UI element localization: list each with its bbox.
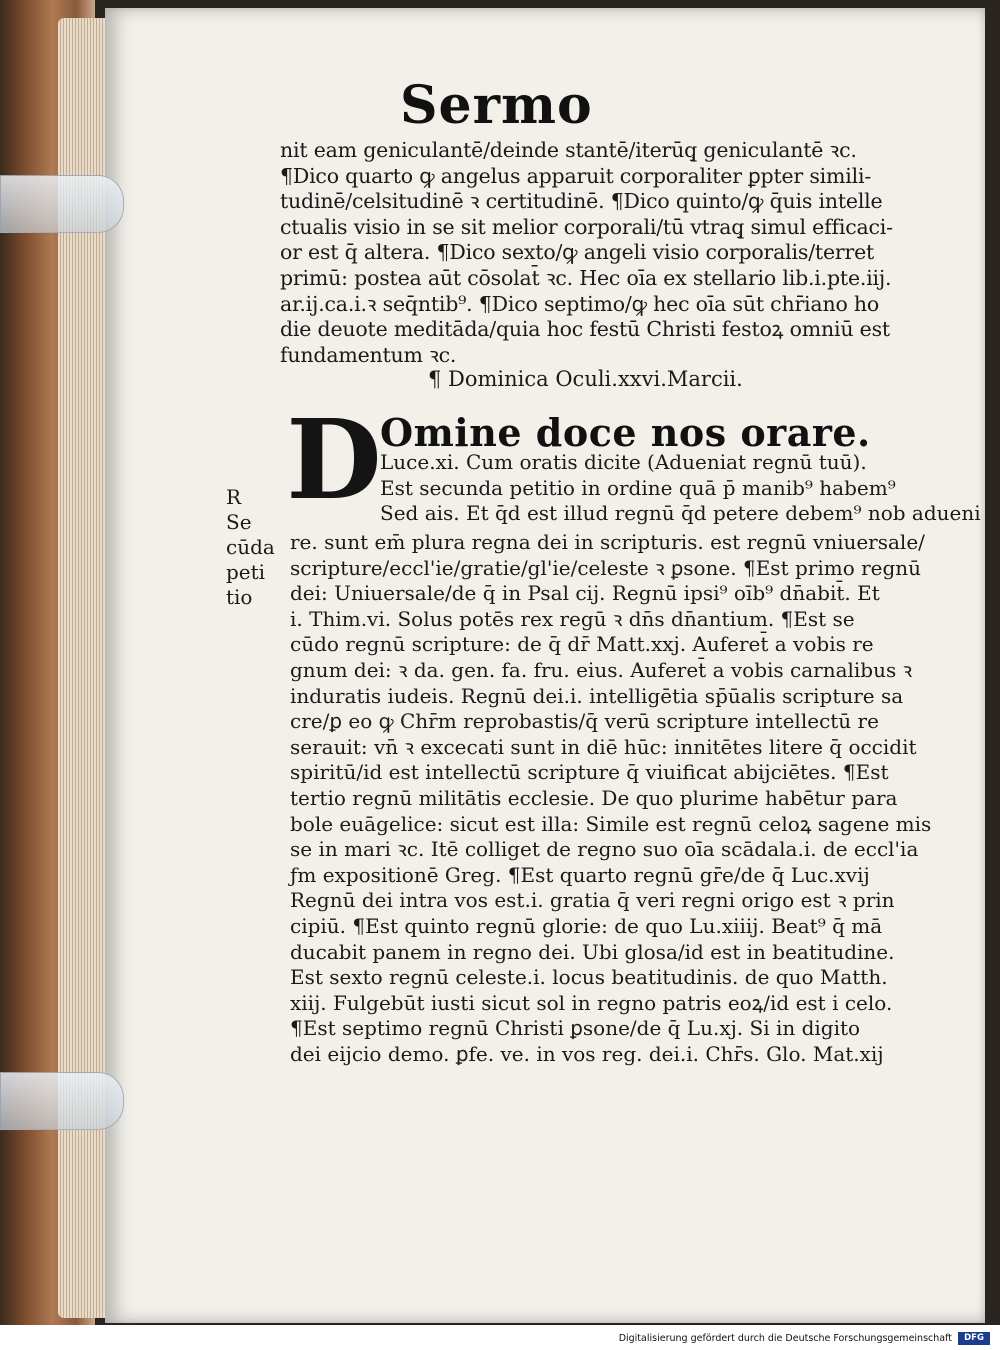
text-line: ducabit panem in regno dei. Ubi glosa/id est in beatitudine. (290, 939, 895, 964)
text-line: se in mari ꝛc. Itē colliget de regno suo oīa scādala.i. de eccl'ia (290, 837, 919, 862)
text-line: i. Thim.vi. Solus potēs rex regū ꝛ dn̄s dn̄antium. ¶Est se (290, 606, 855, 631)
main-paragraph (290, 530, 932, 1067)
text-line: Est sexto regnū celeste.i. locus beatitudinis. de quo Matth. (290, 965, 888, 990)
opening-lines (380, 450, 981, 527)
text-line: fundamentum ꝛc. (280, 342, 457, 367)
text-line: ar.ij.ca.i.ꝛ seq̄ntib⁹. ¶Dico septimo/ꝙ hec oīa sūt chr̄iano ho (280, 291, 880, 316)
text-line: dei: Uniuersale/de q̄ in Psal cij. Regnū ipsi⁹ oīb⁹ dn̄abit̄. Et (290, 581, 880, 606)
text-line: tertio regnū militātis ecclesie. De quo plurime habētur para (290, 785, 898, 810)
text-line: spiritū/id est intellectū scripture q̄ viuificat abijciētes. ¶Est (290, 760, 889, 785)
text-line: cūdo regnū scripture: de q̄ dr̄ Matt.xxj. Auferet̄ a vobis re (290, 632, 874, 657)
text-line: Luce.xi. Cum oratis dicite (Adueniat regnū tuū). (380, 450, 867, 474)
page-clamp-top (0, 175, 124, 233)
text-line: ¶Dico quarto ꝙ angelus apparuit corporaliter ꝑpter simili- (280, 163, 872, 188)
text-line: xiij. Fulgebūt iusti sicut sol in regno patris eoꝝ/id est i celo. (290, 990, 893, 1015)
text-line: serauit: vn̄ ꝛ excecati sunt in diē hūc: innitētes litere q̄ occidit (290, 734, 917, 759)
margin-line: peti (226, 560, 266, 584)
text-line: primū: postea aūt cōsolat̄ ꝛc. Hec oīa ex stellario lib.i.pte.iij. (280, 265, 892, 290)
margin-line: cūda (226, 535, 275, 559)
incipit-heading: Omine doce nos orare. (380, 410, 871, 455)
text-line: Est secunda petitio in ordine quā p̄ manib⁹ habem⁹ (380, 475, 896, 500)
text-line: scripture/eccl'ie/gratie/gl'ie/celeste ꝛ ꝑsone. ¶Est primo regnū (290, 555, 922, 580)
sunday-rubric: ¶ Dominica Oculi.xxvi.Marcii. (428, 367, 743, 391)
text-line: ctualis visio in se sit melior corporali/tū vtraq̧ simul efficaci- (280, 214, 893, 239)
text-line: re. sunt em̄ plura regna dei in scripturis. est regnū vniuersale/ (290, 530, 925, 554)
margin-annotation (226, 485, 286, 610)
text-line: cipiū. ¶Est quinto regnū glorie: de quo Lu.xiiij. Beat⁹ q̄ mā (290, 913, 883, 938)
top-paragraph (280, 138, 905, 368)
margin-line: tio (226, 585, 253, 609)
decorated-initial: D (286, 395, 382, 524)
margin-line: Se (226, 510, 252, 534)
text-line: bole euāgelice: sicut est illa: Simile est regnū celoꝝ sagene mis (290, 811, 932, 836)
text-line: induratis iudeis. Regnū dei.i. intelligētia sp̄ūalis scripture sa (290, 683, 904, 708)
text-line: or est q̄ altera. ¶Dico sexto/ꝙ angeli visio corporalis/terret (280, 240, 875, 265)
text-line: Sed ais. Et q̄d est illud regnū q̄d petere debem⁹ nob adueni (380, 501, 981, 526)
running-header: Sermo (400, 75, 593, 136)
text-line: dei eijcio demo. ꝑfe. ve. in vos reg. dei.i. Chr̄s. Glo. Mat.xij (290, 1041, 884, 1066)
text-line: cre/ꝑ eo ꝙ Chr̄m reprobastis/q̄ verū scripture intellectū re (290, 709, 879, 734)
text-line: Regnū dei intra vos est.i. gratia q̄ veri regni origo est ꝛ prin (290, 888, 895, 913)
text-line: ¶Est septimo regnū Christi ꝑsone/de q̄ Lu.xj. Si in digito (290, 1016, 861, 1041)
text-line: nit eam geniculantē/deinde stantē/iterūq̧ geniculantē ꝛc. (280, 138, 857, 162)
text-line: die deuote meditāda/quia hoc festū Christi festoꝝ omniū est (280, 317, 890, 342)
text-line: tudinē/celsitudinē ꝛ certitudinē. ¶Dico quinto/ꝙ q̄uis intelle (280, 189, 883, 214)
text-line: ƒm expositionē Greg. ¶Est quarto regnū gr̄e/de q̄ Luc.xvij (290, 862, 870, 887)
text-line: gnum dei: ꝛ da. gen. fa. fru. eius. Auferet̄ a vobis carnalibus ꝛ (290, 657, 913, 682)
margin-line: R (226, 485, 242, 509)
funding-credit: Digitalisierung gefördert durch die Deutsche Forschungsgemeinschaft (618, 1333, 952, 1344)
dfg-logo: DFG (958, 1332, 990, 1345)
page-clamp-bottom (0, 1072, 124, 1130)
